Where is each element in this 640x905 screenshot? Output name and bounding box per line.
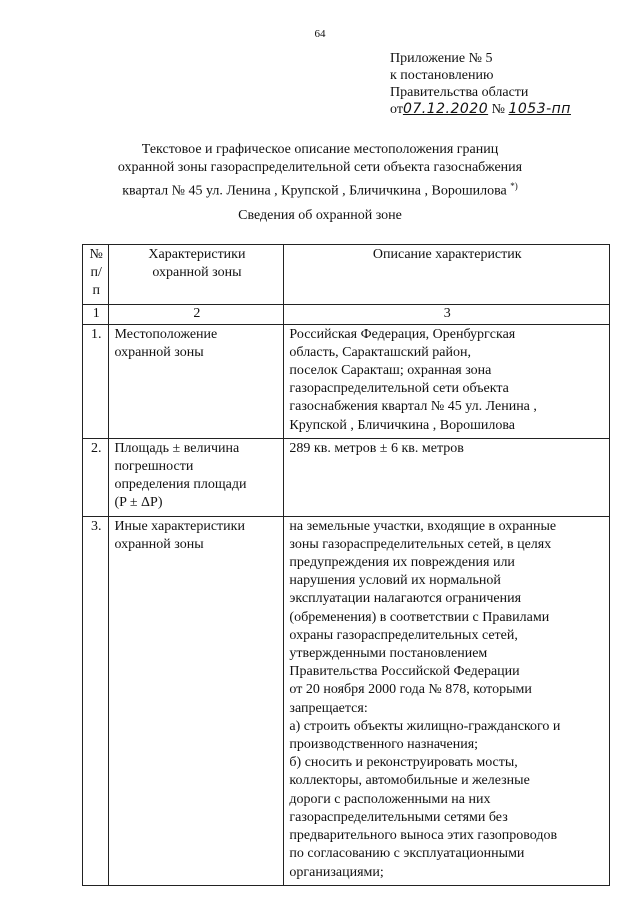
row-number: 3. xyxy=(83,516,109,885)
footnote-mark: *) xyxy=(510,181,518,191)
row-characteristic: Местоположение охранной зоны xyxy=(109,324,284,438)
row-characteristic: Иные характеристики охранной зоны xyxy=(109,516,284,885)
handwritten-date: 07.12.2020 xyxy=(402,101,489,117)
appendix-authority: Правительства области xyxy=(390,85,529,100)
table-header-row xyxy=(83,245,610,305)
title-line-3-wrap xyxy=(0,177,640,201)
index-2: 2 xyxy=(109,304,284,324)
row-description: на земельные участки, входящие в охранные зоны газораспределительных сетей, в целях предупреждения их повреждения или нарушения условий их нормальной эксплуатации налагаются ограничения (обременения) в соответствии с Правилами охраны газораспределительных сетей, утвержденными постановлением Правительства Российской Федерации от 20 ноября 2000 года № 878, которыми запрещается: а) строить объекты жилищно-гражданского и производственного назначения; б) сносить и реконструировать мосты, коллекторы, автомобильные и железные дороги с расположенными на них газораспределительными сетями без предварительного выноса этих газопроводов по согласованию с эксплуатационными организациями; xyxy=(284,516,610,885)
row-number: 2. xyxy=(83,438,109,516)
row-description: 289 кв. метров ± 6 кв. метров xyxy=(284,438,610,516)
title-line-3: квартал № 45 ул. Ленина , Крупской , Бличичкина , Ворошилова xyxy=(122,183,507,199)
header-description: Описание характеристик xyxy=(284,245,610,305)
document-title xyxy=(0,141,640,201)
table-row xyxy=(83,324,610,438)
title-line-2: охранной зоны газораспределительной сети объекта газоснабжения xyxy=(117,160,523,175)
table-row xyxy=(83,438,610,516)
number-prefix: № xyxy=(491,102,505,117)
zone-info-table xyxy=(82,244,610,886)
page-number: 64 xyxy=(314,28,326,40)
handwritten-number: 1053-пп xyxy=(508,101,571,117)
title-line-1: Текстовое и графическое описание местоположения границ xyxy=(141,142,499,157)
index-3: 3 xyxy=(284,304,610,324)
header-characteristic: Характеристики охранной зоны xyxy=(109,245,284,305)
section-subtitle: Сведения об охранной зоне xyxy=(238,208,402,223)
table-index-row xyxy=(83,304,610,324)
table-row xyxy=(83,516,610,885)
header-number: № п/п xyxy=(83,245,109,305)
appendix-ref: к постановлению xyxy=(390,68,494,83)
appendix-title: Приложение № 5 xyxy=(390,51,493,66)
index-1: 1 xyxy=(83,304,109,324)
row-characteristic: Площадь ± величина погрешности определения площади (P ± ΔP) xyxy=(109,438,284,516)
appendix-block xyxy=(390,50,571,118)
date-prefix: от xyxy=(390,102,403,117)
row-description: Российская Федерация, Оренбургская область, Саракташский район, поселок Саракташ; охранная зона газораспределительной сети объекта газоснабжения квартал № 45 ул. Ленина , Крупской , Бличичкина , Ворошилова xyxy=(284,324,610,438)
row-number: 1. xyxy=(83,324,109,438)
appendix-date-line xyxy=(390,101,571,118)
